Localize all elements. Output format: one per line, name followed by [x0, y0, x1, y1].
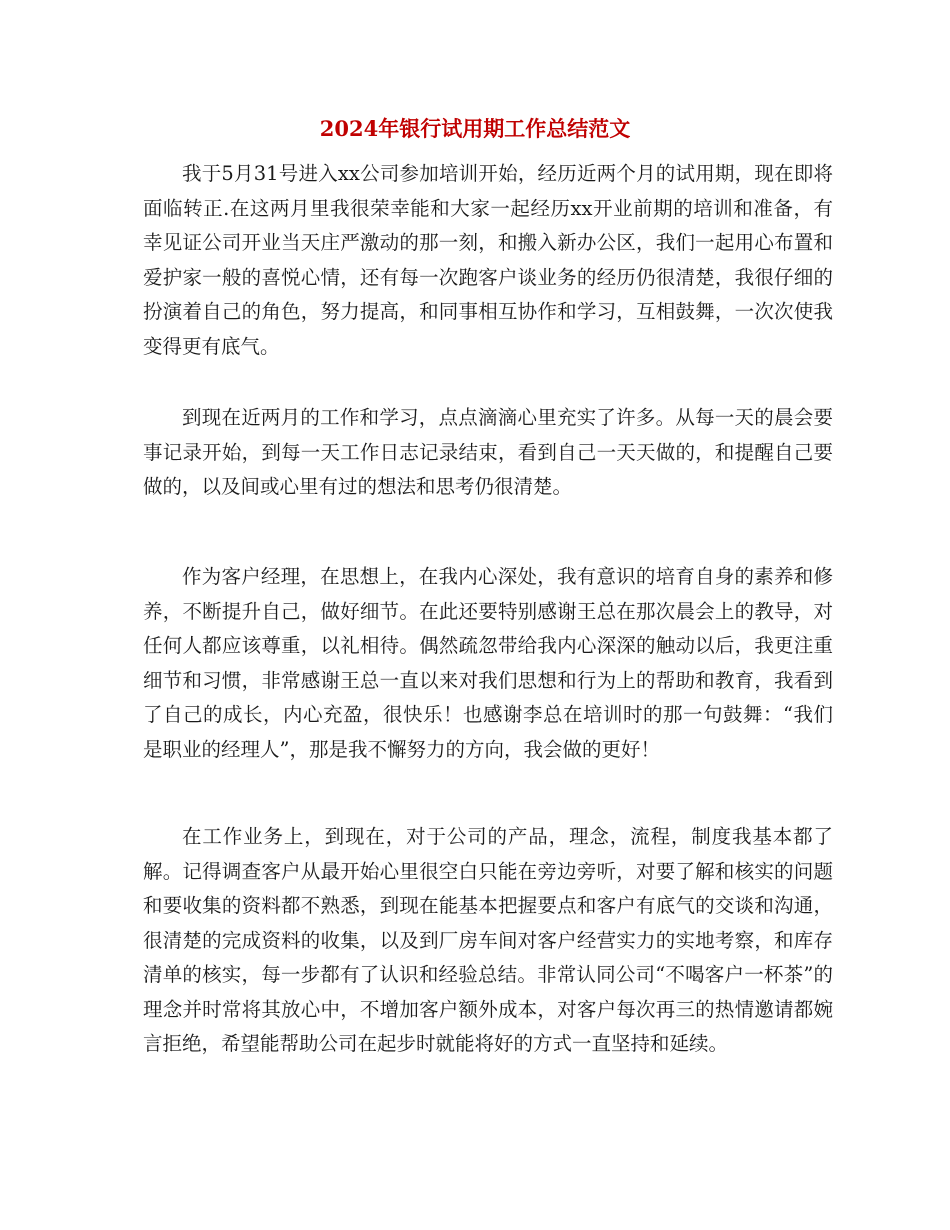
paragraph-1: 我于5月31号进入xx公司参加培训开始，经历近两个月的试用期，现在即将面临转正.在这两月里我很荣幸能和大家一起经历xx开业前期的培训和准备，有幸见证公司开业当天庄严激动的那一刻，和搬入新办公区，我们一起用心布置和爱护家一般的喜悦心情，还有每一次跑客户谈业务的经历仍很清楚，我很仔细的扮演着自己的角色，努力提高，和同事相互协作和学习，互相鼓舞，一次次使我变得更有底气。	[143, 162, 833, 358]
paragraph-4: 在工作业务上，到现在，对于公司的产品，理念，流程，制度我基本都了解。记得调查客户从最开始心里很空白只能在旁边旁听，对要了解和核实的问题和要收集的资料都不熟悉，到现在能基本把握要点和客户有底气的交谈和沟通，很清楚的完成资料的收集，以及到厂房车间对客户经营实力的实地考察，和库存清单的核实，每一步都有了认识和经验总结。非常认同公司“不喝客户一杯茶”的理念并时常将其放心中，不增加客户额外成本，对客户每次再三的热情邀请都婉言拒绝，希望能帮助公司在起步时就能将好的方式一直坚持和延续。	[143, 825, 833, 1055]
document-title: 2024年银行试用期工作总结范文	[319, 116, 631, 141]
paragraph-3: 作为客户经理，在思想上，在我内心深处，我有意识的培育自身的素养和修养，不断提升自己，做好细节。在此还要特别感谢王总在那次晨会上的教导，对任何人都应该尊重，以礼相待。偶然疏忽带给我内心深深的触动以后，我更注重细节和习惯，非常感谢王总一直以来对我们思想和行为上的帮助和教育，我看到了自己的成长，内心充盈，很快乐！也感谢李总在培训时的那一句鼓舞：“我们是职业的经理人”，那是我不懈努力的方向，我会做的更好！	[143, 565, 833, 761]
paragraph-2: 到现在近两月的工作和学习，点点滴滴心里充实了许多。从每一天的晨会要事记录开始，到每一天工作日志记录结束，看到自己一天天做的，和提醒自己要做的，以及间或心里有过的想法和思考仍很清楚。	[143, 406, 833, 498]
